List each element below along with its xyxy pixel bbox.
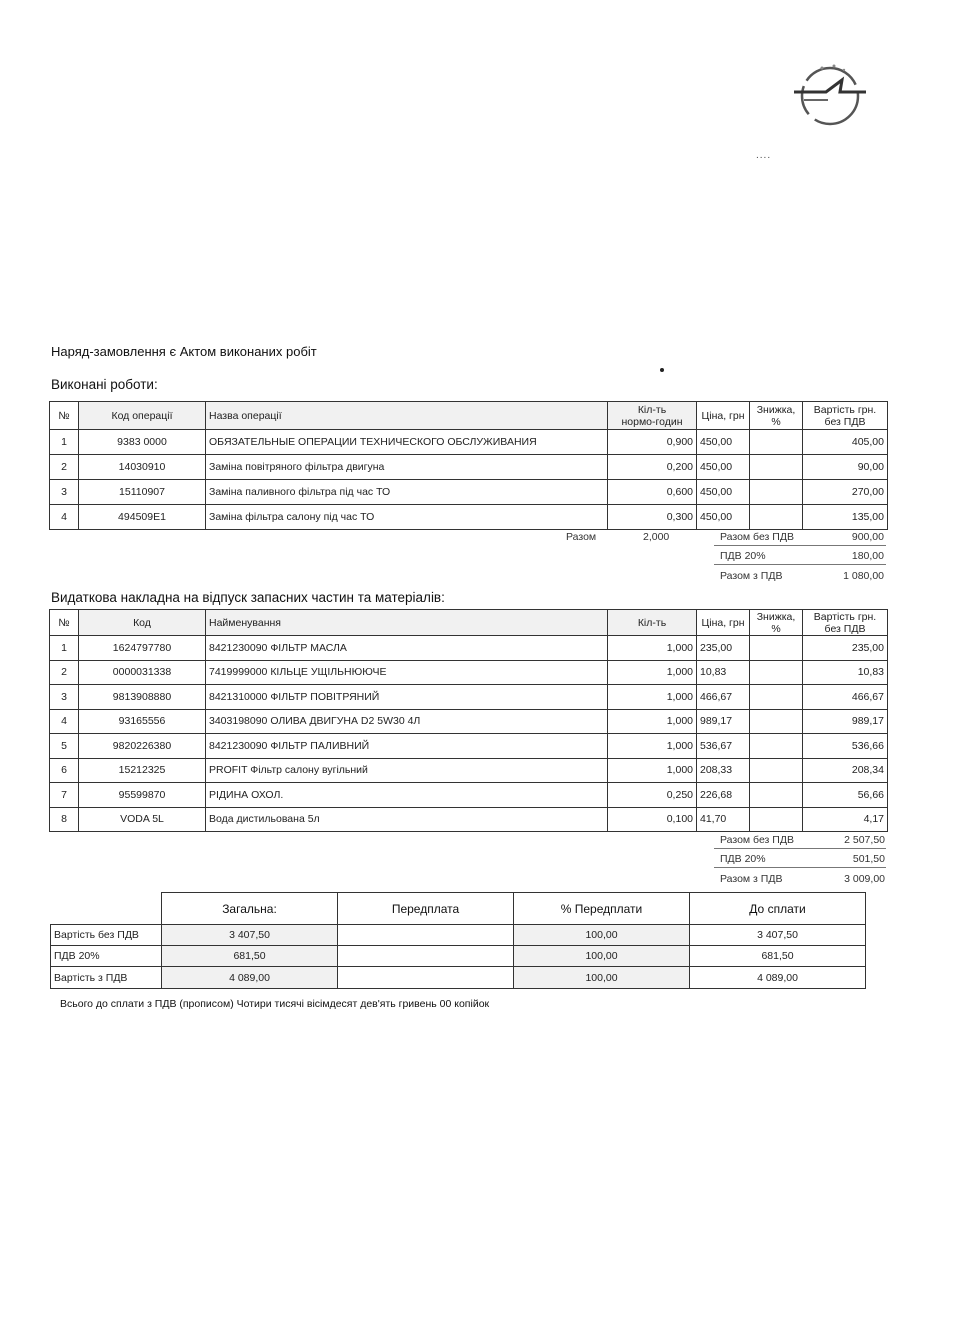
totals-col-general: Загальна: bbox=[162, 893, 338, 925]
row-qty: 0,200 bbox=[608, 455, 697, 480]
parts-col-cost: Вартість грн. без ПДВ bbox=[803, 610, 888, 636]
row-num: 2 bbox=[50, 660, 79, 685]
row-qty: 1,000 bbox=[608, 660, 697, 685]
works-vat-label: ПДВ 20% bbox=[720, 550, 766, 562]
row-discount bbox=[750, 430, 803, 455]
works-col-price: Ціна, грн bbox=[697, 402, 750, 430]
row-cost: 208,34 bbox=[803, 758, 888, 783]
row-prepay bbox=[338, 946, 514, 967]
row-name: Заміна фільтра салону під час ТО bbox=[206, 505, 608, 530]
row-price: 226,68 bbox=[697, 783, 750, 808]
table-row bbox=[51, 946, 866, 967]
row-discount bbox=[750, 734, 803, 759]
works-col-qty: Кіл-ть нормо-годин bbox=[608, 402, 697, 430]
row-discount bbox=[750, 636, 803, 661]
row-to-pay: 4 089,00 bbox=[690, 967, 866, 989]
table-row bbox=[51, 925, 866, 946]
row-name: PROFIT Фільтр салону вугільний bbox=[206, 758, 608, 783]
works-sum-label: Разом без ПДВ bbox=[720, 531, 794, 543]
row-price: 450,00 bbox=[697, 505, 750, 530]
row-discount bbox=[750, 480, 803, 505]
row-cost: 90,00 bbox=[803, 455, 888, 480]
row-code: 494509E1 bbox=[79, 505, 206, 530]
row-cost: 235,00 bbox=[803, 636, 888, 661]
parts-total-vat-label: Разом з ПДВ bbox=[720, 873, 783, 885]
row-code: 0000031338 bbox=[79, 660, 206, 685]
row-qty: 0,300 bbox=[608, 505, 697, 530]
row-discount bbox=[750, 660, 803, 685]
parts-heading: Видаткова накладна на відпуск запасних частин та матеріалів: bbox=[51, 590, 445, 605]
works-table bbox=[49, 401, 888, 530]
totals-corner bbox=[51, 893, 162, 925]
row-price: 235,00 bbox=[697, 636, 750, 661]
row-qty: 1,000 bbox=[608, 758, 697, 783]
divider bbox=[714, 564, 886, 565]
row-code: 9820226380 bbox=[79, 734, 206, 759]
row-price: 450,00 bbox=[697, 480, 750, 505]
row-code: 14030910 bbox=[79, 455, 206, 480]
totals-table bbox=[50, 892, 866, 989]
row-code: 9813908880 bbox=[79, 685, 206, 710]
row-price: 450,00 bbox=[697, 455, 750, 480]
works-total-vat-value: 1 080,00 bbox=[843, 570, 884, 582]
works-col-code: Код операції bbox=[79, 402, 206, 430]
table-row bbox=[50, 505, 888, 530]
works-total-label: Разом bbox=[566, 531, 597, 543]
row-cost: 10,83 bbox=[803, 660, 888, 685]
row-num: 1 bbox=[50, 430, 79, 455]
row-discount bbox=[750, 685, 803, 710]
parts-vat-value: 501,50 bbox=[852, 853, 885, 865]
table-row bbox=[51, 967, 866, 989]
row-qty: 0,600 bbox=[608, 480, 697, 505]
parts-col-qty: Кіл-ть bbox=[608, 610, 697, 636]
row-general: 3 407,50 bbox=[162, 925, 338, 946]
works-header-row bbox=[50, 402, 888, 430]
parts-col-num: № bbox=[50, 610, 79, 636]
row-code: 15110907 bbox=[79, 480, 206, 505]
table-row bbox=[50, 734, 888, 759]
parts-table bbox=[49, 609, 888, 832]
table-row bbox=[50, 455, 888, 480]
row-num: 3 bbox=[50, 480, 79, 505]
row-price: 208,33 bbox=[697, 758, 750, 783]
row-to-pay: 3 407,50 bbox=[690, 925, 866, 946]
row-qty: 1,000 bbox=[608, 685, 697, 710]
works-col-name: Назва операції bbox=[206, 402, 608, 430]
row-discount bbox=[750, 758, 803, 783]
amount-in-words: Всього до сплати з ПДВ (прописом) Чотири тисячі вісімдесят дев'ять гривень 00 копійок bbox=[60, 998, 490, 1010]
divider bbox=[714, 848, 886, 849]
row-label: Вартість з ПДВ bbox=[51, 967, 162, 989]
row-discount bbox=[750, 807, 803, 832]
table-row bbox=[50, 480, 888, 505]
table-row bbox=[50, 685, 888, 710]
row-num: 5 bbox=[50, 734, 79, 759]
row-qty: 1,000 bbox=[608, 709, 697, 734]
row-cost: 405,00 bbox=[803, 430, 888, 455]
works-sum-value: 900,00 bbox=[851, 531, 884, 543]
row-code: 95599870 bbox=[79, 783, 206, 808]
parts-col-price: Ціна, грн bbox=[697, 610, 750, 636]
divider bbox=[714, 545, 886, 546]
row-code: 15212325 bbox=[79, 758, 206, 783]
row-code: VODA 5L bbox=[79, 807, 206, 832]
works-vat-value: 180,00 bbox=[851, 550, 884, 562]
row-num: 4 bbox=[50, 709, 79, 734]
totals-header-row bbox=[51, 893, 866, 925]
divider bbox=[714, 867, 886, 868]
row-num: 3 bbox=[50, 685, 79, 710]
row-label: Вартість без ПДВ bbox=[51, 925, 162, 946]
row-name: 8421310000 ФІЛЬТР ПОВІТРЯНИЙ bbox=[206, 685, 608, 710]
parts-header-row bbox=[50, 610, 888, 636]
row-cost: 4,17 bbox=[803, 807, 888, 832]
table-row bbox=[50, 783, 888, 808]
totals-col-to-pay: До сплати bbox=[690, 893, 866, 925]
page-title: Наряд-замовлення є Актом виконаних робіт bbox=[51, 344, 317, 359]
parts-vat-label: ПДВ 20% bbox=[720, 853, 766, 865]
row-cost: 989,17 bbox=[803, 709, 888, 734]
totals-col-prepay-pct: % Передплати bbox=[514, 893, 690, 925]
row-general: 4 089,00 bbox=[162, 967, 338, 989]
row-prepay-pct: 100,00 bbox=[514, 967, 690, 989]
row-discount bbox=[750, 783, 803, 808]
row-cost: 135,00 bbox=[803, 505, 888, 530]
header-dots: .... bbox=[756, 150, 772, 161]
row-cost: 270,00 bbox=[803, 480, 888, 505]
parts-col-code: Код bbox=[79, 610, 206, 636]
parts-sum-label: Разом без ПДВ bbox=[720, 834, 794, 846]
opel-logo-icon bbox=[782, 62, 878, 126]
row-to-pay: 681,50 bbox=[690, 946, 866, 967]
row-name: ОБЯЗАТЕЛЬНЫЕ ОПЕРАЦИИ ТЕХНИЧЕСКОГО ОБСЛУЖИВАНИЯ bbox=[206, 430, 608, 455]
row-prepay-pct: 100,00 bbox=[514, 925, 690, 946]
row-prepay bbox=[338, 925, 514, 946]
row-name: Вода дистильована 5л bbox=[206, 807, 608, 832]
table-row bbox=[50, 709, 888, 734]
parts-col-discount: Знижка, % bbox=[750, 610, 803, 636]
row-general: 681,50 bbox=[162, 946, 338, 967]
row-discount bbox=[750, 709, 803, 734]
totals-col-prepay: Передплата bbox=[338, 893, 514, 925]
row-qty: 0,900 bbox=[608, 430, 697, 455]
row-code: 93165556 bbox=[79, 709, 206, 734]
row-num: 7 bbox=[50, 783, 79, 808]
works-total-qty: 2,000 bbox=[643, 531, 670, 543]
row-name: Заміна повітряного фільтра двигуна bbox=[206, 455, 608, 480]
works-heading: Виконані роботи: bbox=[51, 377, 158, 392]
works-col-cost: Вартість грн. без ПДВ bbox=[803, 402, 888, 430]
row-name: 3403198090 ОЛИВА ДВИГУНА D2 5W30 4Л bbox=[206, 709, 608, 734]
table-row bbox=[50, 807, 888, 832]
row-price: 41,70 bbox=[697, 807, 750, 832]
row-name: Заміна паливного фільтра під час ТО bbox=[206, 480, 608, 505]
table-row bbox=[50, 430, 888, 455]
parts-total-vat-value: 3 009,00 bbox=[844, 873, 885, 885]
row-prepay-pct: 100,00 bbox=[514, 946, 690, 967]
row-label: ПДВ 20% bbox=[51, 946, 162, 967]
table-row bbox=[50, 758, 888, 783]
parts-col-name: Найменування bbox=[206, 610, 608, 636]
row-qty: 1,000 bbox=[608, 636, 697, 661]
table-row bbox=[50, 660, 888, 685]
row-num: 1 bbox=[50, 636, 79, 661]
works-col-discount: Знижка, % bbox=[750, 402, 803, 430]
row-num: 2 bbox=[50, 455, 79, 480]
row-cost: 536,66 bbox=[803, 734, 888, 759]
row-price: 450,00 bbox=[697, 430, 750, 455]
row-name: 8421230090 ФІЛЬТР МАСЛА bbox=[206, 636, 608, 661]
row-cost: 56,66 bbox=[803, 783, 888, 808]
row-name: РІДИНА ОХОЛ. bbox=[206, 783, 608, 808]
row-prepay bbox=[338, 967, 514, 989]
row-code: 1624797780 bbox=[79, 636, 206, 661]
row-discount bbox=[750, 505, 803, 530]
row-code: 9383 0000 bbox=[79, 430, 206, 455]
row-discount bbox=[750, 455, 803, 480]
row-price: 989,17 bbox=[697, 709, 750, 734]
row-price: 466,67 bbox=[697, 685, 750, 710]
row-name: 8421230090 ФІЛЬТР ПАЛИВНИЙ bbox=[206, 734, 608, 759]
row-qty: 0,250 bbox=[608, 783, 697, 808]
scan-speck bbox=[660, 368, 664, 372]
parts-sum-value: 2 507,50 bbox=[844, 834, 885, 846]
row-num: 8 bbox=[50, 807, 79, 832]
table-row bbox=[50, 636, 888, 661]
row-qty: 0,100 bbox=[608, 807, 697, 832]
works-total-vat-label: Разом з ПДВ bbox=[720, 570, 783, 582]
row-num: 4 bbox=[50, 505, 79, 530]
row-qty: 1,000 bbox=[608, 734, 697, 759]
row-name: 7419999000 КІЛЬЦЕ УЩІЛЬНЮЮЧЕ bbox=[206, 660, 608, 685]
works-col-num: № bbox=[50, 402, 79, 430]
row-price: 10,83 bbox=[697, 660, 750, 685]
row-price: 536,67 bbox=[697, 734, 750, 759]
row-cost: 466,67 bbox=[803, 685, 888, 710]
row-num: 6 bbox=[50, 758, 79, 783]
